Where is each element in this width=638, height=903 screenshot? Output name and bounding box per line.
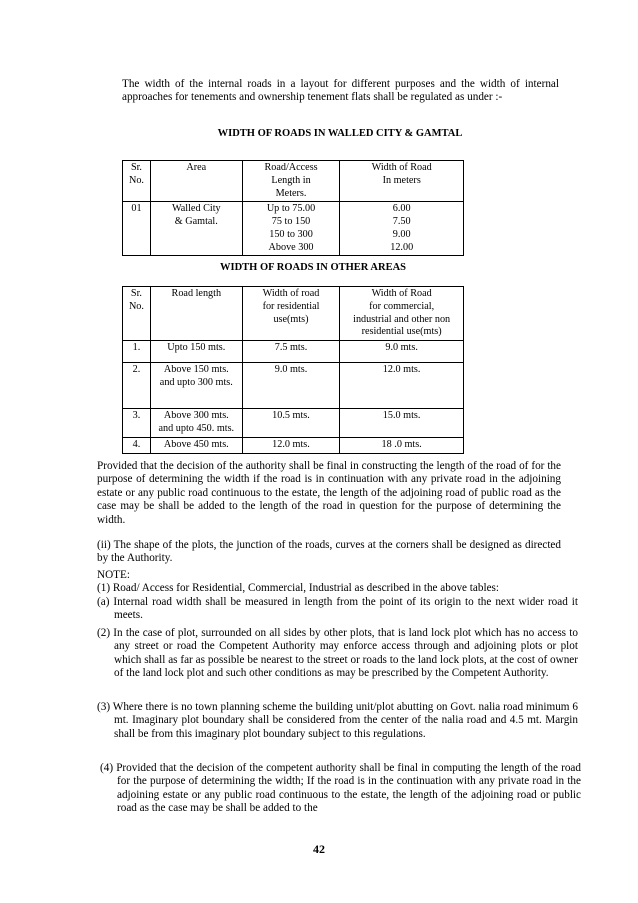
cell-commercial: 15.0 mts. [340,409,464,438]
table-row [123,363,464,409]
note-item-2: (2) In the case of plot, surrounded on all sides by other plots, that is land lock plot which has no access to any street or road the Competent Authority may enforce access through and adjoining plots or plot which shall as far as possible be nearest to the street or roads to the land lock plots, at the cost of owner of the land lock plot and such other conditions as may be prescribed by the Competent Authority. [97,627,578,680]
cell-length: Upto 150 mts. [150,341,242,363]
cell-sr: 01 [123,202,151,256]
cell-length: Above 450 mts. [150,438,242,454]
note-item-4: (4) Provided that the decision of the competent authority shall be final in computing the length of the road for the purpose of determining the width; If the road is in the continuation with any private road in the adjoining estate or any public road continuous to the estate, the length of the adjoining road or public road as the case may be shall be added to the [100,762,581,815]
table-row [123,438,464,454]
walled-city-table [122,160,464,256]
cell-residential: 10.5 mts. [242,409,340,438]
cell-commercial: 12.0 mts. [340,363,464,409]
table-row [123,341,464,363]
clause-ii: (ii) The shape of the plots, the junction of the roads, curves at the corners shall be designed as directed by the Authority. [97,539,561,565]
cell-residential: 9.0 mts. [242,363,340,409]
page-number: 42 [313,842,325,856]
table-row [123,409,464,438]
intro-paragraph: The width of the internal roads in a layout for different purposes and the width of internal approaches for tenements and ownership tenement flats shall be regulated as under :- [122,78,559,104]
table-header-row [123,161,464,202]
header-residential-width: Width of road for residential use(mts) [242,287,340,341]
cell-length: Above 300 mts. and upto 450. mts. [150,409,242,438]
cell-lengths: Up to 75.00 75 to 150 150 to 300 Above 300 [242,202,340,256]
note-item-1: (1) Road/ Access for Residential, Commercial, Industrial as described in the above tables: [97,582,500,594]
cell-area: Walled City & Gamtal. [150,202,242,256]
header-area: Area [150,161,242,202]
note-title: NOTE: [97,569,130,581]
note-item-3: (3) Where there is no town planning scheme the building unit/plot abutting on Govt. nalia road minimum 6 mt. Imaginary plot boundary shall be considered from the center of the nalia road and 4.5 mt. Margin shall be from this imaginary plot boundary subject to this regulations. [97,701,578,740]
cell-widths: 6.00 7.50 9.00 12.00 [340,202,464,256]
cell-sr: 4. [123,438,151,454]
cell-residential: 7.5 mts. [242,341,340,363]
header-road-length: Road/Access Length in Meters. [242,161,340,202]
header-sr: Sr. No. [123,161,151,202]
walled-city-heading: WIDTH OF ROADS IN WALLED CITY & GAMTAL [217,128,463,139]
table-header-row [123,287,464,341]
cell-commercial: 9.0 mts. [340,341,464,363]
note-item-a: (a) Internal road width shall be measured in length from the point of its origin to the next wider road it meets. [97,596,578,622]
cell-sr: 2. [123,363,151,409]
cell-sr: 1. [123,341,151,363]
header-road-width: Width of Road In meters [340,161,464,202]
cell-sr: 3. [123,409,151,438]
header-commercial-width: Width of Road for commercial, industrial and other non residential use(mts) [340,287,464,341]
other-areas-heading: WIDTH OF ROADS IN OTHER AREAS [219,262,407,273]
cell-length: Above 150 mts. and upto 300 mts. [150,363,242,409]
table-row [123,202,464,256]
cell-residential: 12.0 mts. [242,438,340,454]
other-areas-table [122,286,464,454]
header-road-length: Road length [150,287,242,341]
cell-commercial: 18 .0 mts. [340,438,464,454]
header-sr: Sr. No. [123,287,151,341]
proviso-paragraph: Provided that the decision of the authority shall be final in constructing the length of the road of for the purpose of determining the width if the road is in continuation with any private road in the adjoining estate or any public road continuous to the estate, the length of the adjoining road of public road as the case may be shall be added to the length of the road in question for the purpose of determining the width. [97,460,561,526]
